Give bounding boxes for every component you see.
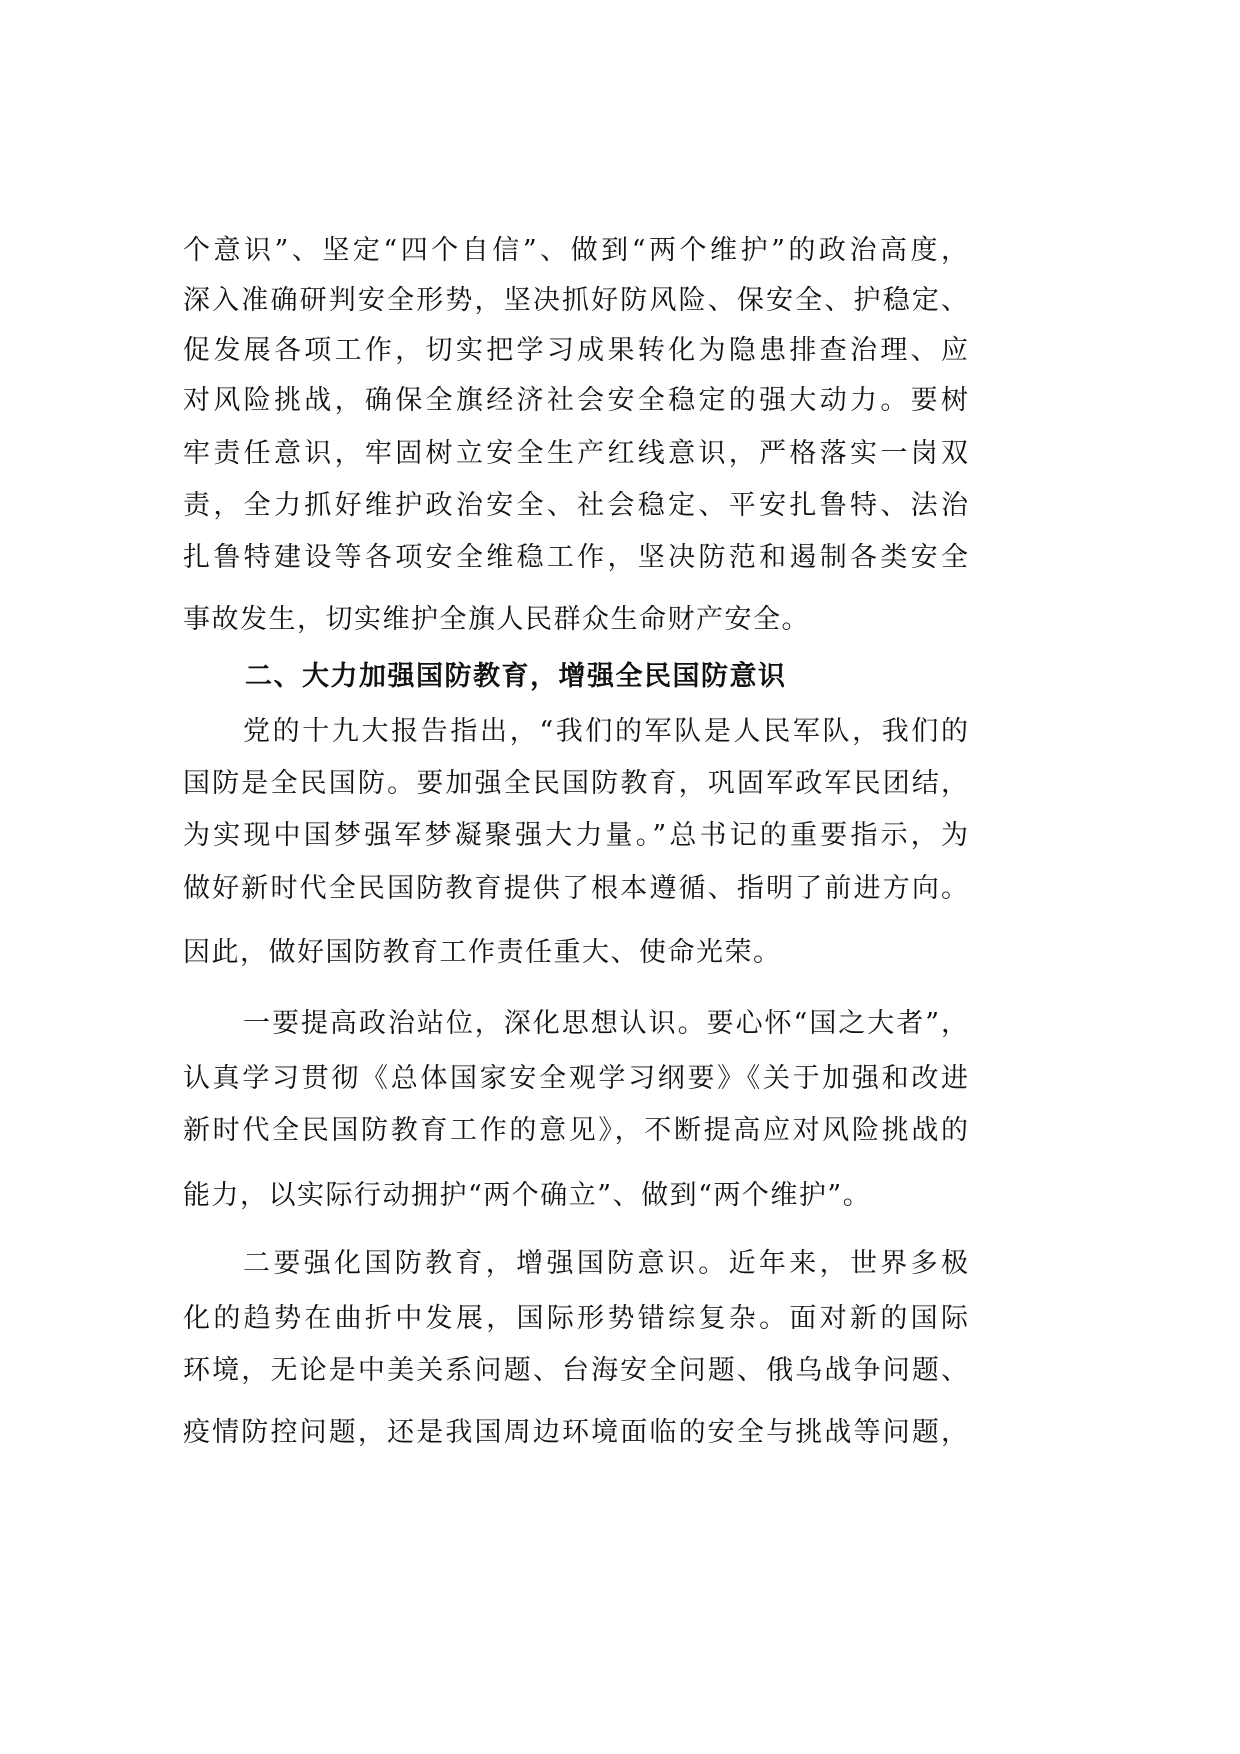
paragraph-2-line: 党的十九大报告指出，“我们的军队是人民军队，我们的	[243, 716, 968, 747]
paragraph-1-line: 扎鲁特建设等各项安全维稳工作，坚决防范和遏制各类安全	[183, 542, 968, 573]
section-heading: 二、大力加强国防教育，增强全民国防意识	[245, 661, 787, 692]
paragraph-1-line: 深入准确研判安全形势，坚决抓好防风险、保安全、护稳定、	[183, 285, 968, 316]
paragraph-4-line: 二要强化国防教育，增强国防意识。近年来，世界多极	[243, 1248, 968, 1279]
paragraph-4-line: 环境，无论是中美关系问题、台海安全问题、俄乌战争问题、	[183, 1355, 968, 1386]
paragraph-1-line: 促发展各项工作，切实把学习成果转化为隐患排查治理、应	[183, 335, 968, 366]
paragraph-3-line: 一要提高政治站位，深化思想认识。要心怀“国之大者”，	[243, 1008, 968, 1039]
paragraph-3-line: 认真学习贯彻《总体国家安全观学习纲要》《关于加强和改进	[183, 1063, 968, 1094]
paragraph-1-line: 事故发生，切实维护全旗人民群众生命财产安全。	[183, 604, 810, 635]
paragraph-2-line: 国防是全民国防。要加强全民国防教育，巩固军政军民团结，	[183, 768, 968, 799]
paragraph-1-line: 对风险挑战，确保全旗经济社会安全稳定的强大动力。要树	[183, 385, 968, 416]
paragraph-1-line: 牢责任意识，牢固树立安全生产红线意识，严格落实一岗双	[183, 438, 968, 469]
paragraph-1-line: 个意识”、坚定“四个自信”、做到“两个维护”的政治高度，	[183, 235, 968, 266]
paragraph-3-line: 新时代全民国防教育工作的意见》，不断提高应对风险挑战的	[183, 1115, 968, 1146]
paragraph-2-line: 做好新时代全民国防教育提供了根本遵循、指明了前进方向。	[183, 873, 968, 904]
paragraph-1-line: 责，全力抓好维护政治安全、社会稳定、平安扎鲁特、法治	[183, 490, 968, 521]
paragraph-2-line: 为实现中国梦强军梦凝聚强大力量。”总书记的重要指示，为	[183, 820, 968, 851]
paragraph-3-line: 能力，以实际行动拥护“两个确立”、做到“两个维护”。	[183, 1180, 872, 1211]
paragraph-4-line: 疫情防控问题，还是我国周边环境面临的安全与挑战等问题，	[183, 1417, 968, 1448]
paragraph-4-line: 化的趋势在曲折中发展，国际形势错综复杂。面对新的国际	[183, 1303, 968, 1334]
paragraph-2-line: 因此，做好国防教育工作责任重大、使命光荣。	[183, 937, 782, 968]
